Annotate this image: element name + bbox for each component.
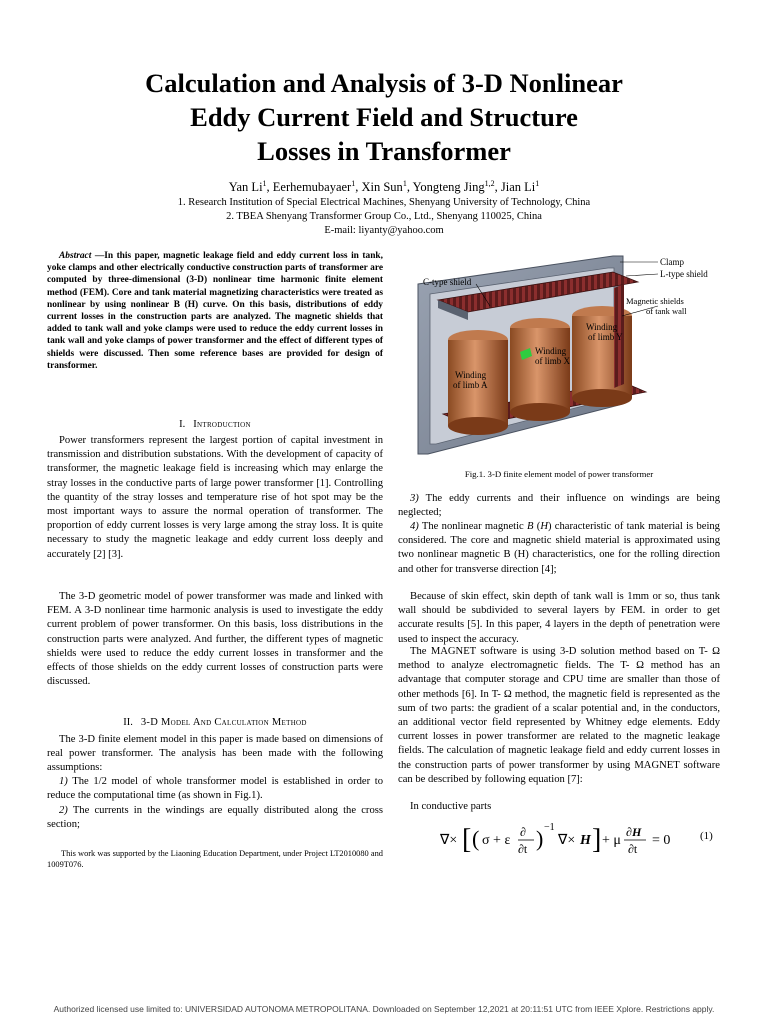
- abstract-dash: —: [91, 251, 105, 261]
- author-affiliation-mark: 1,2: [484, 179, 495, 188]
- section-number: II.: [123, 717, 133, 728]
- assumption-number: 3): [410, 493, 419, 504]
- paper-title: [60, 66, 708, 168]
- symbol-b: B: [527, 521, 534, 532]
- assumption-number: 2): [59, 805, 68, 816]
- assumption-2: [47, 804, 383, 832]
- eq-symbol: H: [580, 833, 591, 848]
- label-winding-line: Winding: [455, 370, 487, 380]
- assumption-text: The 1/2 model of whole transformer model is established in order to reduce the computational time (as shown in Fig.1).: [47, 776, 383, 802]
- label-clamp: Clamp: [660, 257, 684, 267]
- assumption-number: 1): [59, 776, 68, 787]
- assumption-4: 4) The nonlinear magnetic B (H) characteristic of tank material is being considered. The core and magnetic shield material is approximated using two nonlinear magnetic B (H) characteristics, one for the rolling direction and other for transverse direction [4];: [398, 521, 720, 575]
- assumption-text: The nonlinear magnetic: [418, 521, 528, 532]
- title-line: Losses in Transformer: [257, 136, 511, 166]
- figure-transformer-model: [408, 254, 718, 460]
- section-title: 3-D Model And Calculation Method: [140, 717, 307, 728]
- author-affiliation-mark: 1: [402, 179, 407, 188]
- eq-symbol: [: [462, 824, 472, 855]
- eq-symbol: ∂t: [518, 842, 528, 856]
- symbol-h: H: [540, 521, 548, 532]
- label-winding-line: of limb Y: [588, 332, 623, 342]
- eq-symbol: ∇×: [558, 833, 576, 848]
- eq-symbol: ]: [592, 824, 602, 855]
- section-heading-introduction: [47, 418, 383, 431]
- author-name: Xin Sun: [361, 180, 403, 195]
- author-affiliation-mark: 1: [351, 179, 356, 188]
- section-title: Introduction: [193, 419, 251, 430]
- author-name: Eerhemubayaer: [272, 180, 352, 195]
- author-affiliation-mark: 1: [262, 179, 267, 188]
- label-c-type-shield: C-type shield: [423, 277, 472, 287]
- eq-symbol: ∂H: [626, 825, 642, 839]
- author-name: Yongteng Jing: [412, 180, 485, 195]
- label-tank-shields-line: of tank wall: [646, 306, 687, 316]
- intro-paragraph-1: Power transformers represent the largest portion of capital investment in transmission and distribution substations. With the development of capacity of transformer, the magnetic leakage field is increasing which may enlarge the stray losses in the conductive parts of large power transformer [1]. Controlling the quantity of the stray losses and temperature rise of hot spot may be the most important ways to assure the normal operation of transformer. The proportion of eddy current losses is very large among the stray loss. It is quite necessary to study the magnetic leakage and eddy current loss deeply and accurately [2] [3].: [47, 435, 383, 560]
- abstract-lead: Abstract: [59, 251, 92, 261]
- label-winding-line: Winding: [586, 322, 618, 332]
- label-winding-line: Winding: [535, 346, 567, 356]
- label-winding-a: [453, 370, 488, 390]
- eq-symbol: + μ: [602, 833, 621, 848]
- email-address: E-mail: liyanty@yahoo.com: [324, 225, 444, 236]
- equation-number: (1): [700, 830, 713, 842]
- assumption-number: 4): [410, 521, 419, 532]
- label-tank-shields-line: Magnetic shields: [626, 296, 684, 306]
- title-line: Calculation and Analysis of 3-D Nonlinear: [145, 68, 623, 98]
- label-winding-line: of limb X: [535, 356, 570, 366]
- eq-symbol: (: [472, 826, 480, 851]
- label-winding-y: [586, 322, 623, 342]
- author-affiliation-mark: 1: [535, 179, 540, 188]
- equation-1: [440, 816, 720, 864]
- model-paragraph-1: The 3-D finite element model in this paper is made based on dimensions of real power transformer. The analysis has been made with the following assumptions:: [47, 734, 383, 774]
- affiliation-1: 1. Research Institution of Special Electrical Machines, Shenyang University of Technology, China: [177, 197, 591, 208]
- eq-symbol: −1: [544, 822, 555, 833]
- assumption-1: [47, 775, 383, 803]
- license-notice: Authorized licensed use limited to: UNIVERSIDAD AUTONOMA METROPOLITANA. Downloaded on September 12,2021 at 20:11:51 UTC from IEEE Xplore. Restrictions apply.: [53, 1004, 715, 1014]
- eq-symbol: σ + ε: [482, 833, 511, 848]
- eq-symbol: ∂t: [628, 842, 638, 856]
- eq-symbol: = 0: [652, 833, 671, 848]
- abstract: [47, 250, 383, 372]
- section-heading-model: [47, 716, 383, 729]
- eq-symbol: ∇×: [440, 833, 458, 848]
- transformer-model-image: [408, 254, 718, 460]
- figure-caption: Fig.1. 3-D finite element model of power transformer: [464, 469, 654, 479]
- assumption-text: The currents in the windings are equally distributed along the cross section;: [47, 805, 383, 831]
- assumption-text: characteristic of tank material is being considered. The core and magnetic shield material is approximated using two nonlinear magnetic B (H) characteristics, one for the rolling direction and other for transverse direction [4];: [398, 521, 720, 575]
- author-name: Jian Li: [500, 180, 536, 195]
- skin-effect-paragraph: Because of skin effect, skin depth of tank wall is 1mm or so, thus tank wall should be subdivided to several layers by FEM. in order to get accurate results [5]. In this paper, 4 layers in the depth of penetration were used to inspect the accuracy.: [398, 591, 720, 645]
- equation-graphic: [440, 816, 700, 864]
- magnet-software-paragraph: The MAGNET software is using 3-D solution method based on T- Ω method to analyze electromagnetic fields. The T- Ω method has an advantage that computer storage and CPU time are smaller than those of other methods [6]. In T- Ω method, the magnetic field is represented as the sum of two parts: the gradient of a scalar potential and, in the conductors, an additional vector field represented by Whitney edge elements. Eddy current losses in power transformer are related to the magnetic leakage fields. The calculation of magnetic leakage field and eddy current losses in the construction parts of power transformer by using MAGNET software can be described by following equation [7]:: [398, 646, 720, 785]
- assumption-text: The eddy currents and their influence on windings are being neglected;: [398, 493, 720, 519]
- eq-symbol: ∂: [520, 825, 526, 839]
- conductive-parts-label: In conductive parts: [410, 801, 492, 812]
- title-line: Eddy Current Field and Structure: [190, 102, 578, 132]
- section-number: I.: [179, 419, 186, 430]
- abstract-text: In this paper, magnetic leakage field and eddy current loss in tank, yoke clamps and other electrically conductive construction parts of transformer are computed by three-dimensional (3-D) nonlinear time harmonic finite element method (FEM). Core and tank material magnetizing characteristics were treated as nonlinear by using nonlinear B (H) curve. On this basis, distributions of eddy current losses in the construction parts are analyzed. The magnetic shields that added to tank wall and yoke clamps were used to reduce the eddy current losses in tank wall and yoke clamps of power transformer and the effect of different types of shields were discussed. Then some reference bases are provided for design of transformer.: [47, 251, 383, 371]
- author-list: Yan Li$^1$, Eerhemubayaer$^1$, Xin Sun$^1$, Yongteng Jing$^{1,2}$, Jian Li$^1$: [228, 179, 540, 195]
- label-winding-line: of limb A: [453, 380, 488, 390]
- label-winding-x: [535, 346, 570, 366]
- label-l-type-shield: L-type shield: [660, 269, 708, 279]
- assumption-3: [398, 492, 720, 520]
- funding-footnote: This work was supported by the Liaoning Education Department, under Project LT2010080 and 1009T076.: [47, 849, 383, 869]
- intro-paragraph-2: The 3-D geometric model of power transformer was made and linked with FEM. A 3-D nonlinear time harmonic analysis is used to investigate the eddy current problem of power transformer. On this basis, loss distributions in the construction parts were analyzed. And further, the different types of magnetic shields were used to reduce the eddy current losses in transformer and the effects of those shields on the eddy current losses of construction parts were discussed.: [47, 591, 383, 688]
- eq-symbol: ): [536, 826, 544, 851]
- author-name: Yan Li: [228, 180, 263, 195]
- affiliation-2: 2. TBEA Shenyang Transformer Group Co., Ltd., Shenyang 110025, China: [226, 211, 542, 222]
